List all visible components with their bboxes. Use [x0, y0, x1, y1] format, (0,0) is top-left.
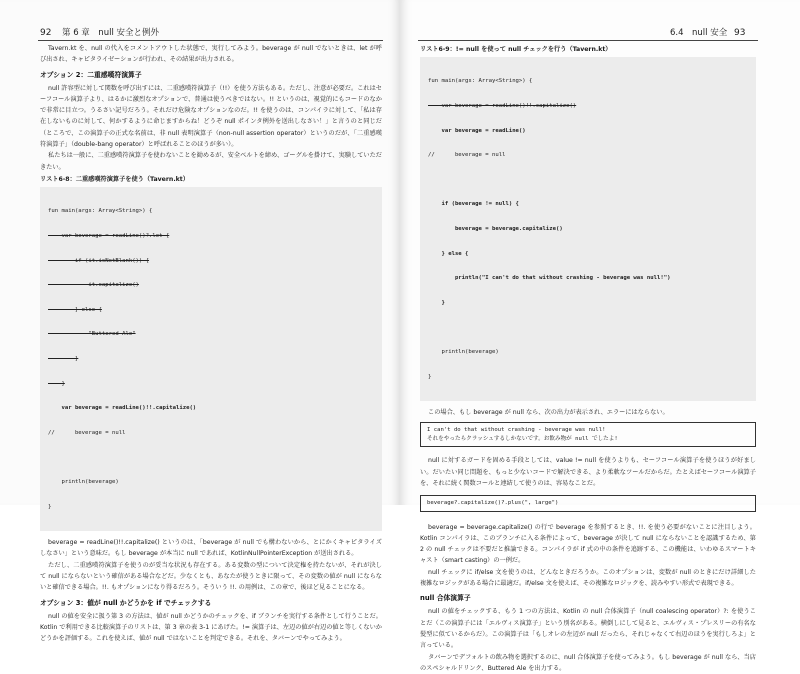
code-listing-6-8	[40, 187, 382, 531]
code-line: fun main(args: Array<String>) {	[48, 207, 376, 215]
inline-code-example: beverage?.capitalize()?.plus(", large")	[420, 495, 756, 511]
right-page	[400, 0, 800, 505]
code-line-added: if (beverage != null) {	[428, 200, 750, 208]
paragraph: null 許容型に対して関数を呼び出すには、二重感嘆符演算子（!!）を使う方法もある。ただし、注意が必要だ。これはセーフコール演算子より、はるかに激烈なオプションで、普通は使うべきではない。!! というのは、視覚的にもコードのなかで非常に目立つ。うるさい記号だろう。それだけ危険なオプションなのだ。!! を使うのは、コンパイラに対して、「私は存在しないものに対して、何かするように命じますからね！どうぞ null ポインタ例外を送出しなさい！」と言うのと同じだ（ところで、この演算子の正式な名前は、非 null 表明演算子（non-null assertion operator）というのだが、「二重感嘆符演算子」（double-bang operator）と呼ばれることのほうが多い）。	[40, 83, 382, 151]
code-line-deleted: }	[48, 380, 376, 388]
paragraph: null の値を安全に扱う第 3 の方法は、値が null かどうかのチェックを、if ブランチを実行する条件として行うことだ。Kotlin で利用できる比較演算子のリストは、第 3 章の表 3-1 にあげた。!= 演算子は、左辺の値が右辺の値と等しくないかどうかを評価する。これを使えば、値が null ではないことを判定できる。それを、タバーンでやってみよう。	[40, 611, 382, 645]
code-line-deleted: if (it.isNotBlank()) {	[48, 257, 376, 265]
code-line: println(beverage)	[48, 478, 376, 486]
code-line: // beverage = null	[48, 429, 376, 437]
code-listing-6-9	[420, 57, 756, 401]
header-rule-left	[38, 40, 383, 41]
code-line-added: var beverage = readLine()!!.capitalize()	[48, 404, 376, 412]
listing-caption: リスト6-8：二重感嘆符演算子を使う（Tavern.kt）	[40, 175, 382, 185]
section-heading: オプション 2：二重感嘆符演算子	[40, 70, 382, 81]
paragraph: ただし、二重感嘆符演算子を使うのが妥当な状況も存在する。ある変数の型について決定権を持たないが、それが決して null にならないという確信がある場合などだ。少なくとも、あなたが使うときに限って、その変数の値が null にならないと確信できる場合。!!. もオプションになり得るだろう。そういう !!. の用例は、この章で、後ほど見ることになる。	[40, 560, 382, 594]
section-heading: オプション 3：値が null かどうかを if でチェックする	[40, 598, 382, 609]
paragraph: 私たちは一般に、二重感嘆符演算子を使わないことを勧めるが、安全ベルトを締め、ゴーグルを掛けて、実験していただきたい。	[40, 150, 382, 173]
code-line-deleted: }	[48, 355, 376, 363]
code-line-deleted: } else {	[48, 306, 376, 314]
page-number-left: 92	[40, 27, 51, 39]
paragraph: null に対するガードを固める手段としては、value != null を使うよりも、セーフコール演算子を使うほうが好ましい。だいたい同じ問題を、もっと少ないコードで解決できる、より柔軟なツールだからだ。たとえばセーフコール演算子を、それに続く関数コールと連結して使うのは、容易なことだ。	[420, 455, 756, 489]
code-line-added: }	[428, 299, 750, 307]
running-header-section: 6.4 null 安全	[670, 27, 727, 39]
left-page	[0, 0, 400, 505]
output-line: I can't do that without crashing - beverage was null!	[427, 426, 749, 434]
paragraph: タバーンでデフォルトの飲み物を選択するのに、null 合体演算子を使ってみよう。もし beverage が null なら、当店のスペシャルドリンク、Buttered Ale を出力する。	[420, 652, 756, 674]
page-number-right: 93	[734, 27, 745, 39]
code-line	[48, 453, 376, 461]
code-line: fun main(args: Array<String>) {	[428, 77, 750, 85]
code-line-added: var beverage = readLine()	[428, 127, 750, 135]
code-line	[428, 323, 750, 331]
paragraph: この場合、もし beverage が null なら、次の出力が表示され、エラーにはならない。	[420, 407, 756, 418]
code-line: }	[428, 373, 750, 381]
listing-caption: リスト6-9：!= null を使って null チェックを行う（Tavern.kt）	[420, 45, 756, 55]
code-line-added: println("I can't do that without crashing - beverage was null!")	[428, 274, 750, 282]
right-body	[420, 43, 756, 674]
code-line-deleted: "Buttered Ale"	[48, 330, 376, 338]
console-output	[420, 422, 756, 447]
code-line-deleted: var beverage = readLine()?.let {	[48, 232, 376, 240]
code-line: // beverage = null	[428, 151, 750, 159]
paragraph: null チェックに if/else 文を使うのは、どんなときだろうか。このオプションは、変数が null のときにだけ詳細した複雑なロジックがある場合に最適だ。if/else 文を使えば、その複雑なロジックを、読みやすい形式で表現できる。	[420, 567, 756, 590]
paragraph: null の値をチェックする、もう 1 つの方法は、Kotlin の null 合体演算子（null coalescing operator）?: を使うことだ（この演算子には「エルヴィス演算子」という別名がある。横倒しにして見ると、エルヴィス・プレスリーの有名な髪型に似ているからだ）。この演算子は「もしオレの左辺が null だったら、それじゃなくて右辺のほうを実行しろよ」と言っている。	[420, 606, 756, 651]
paragraph: Tavern.kt を、null の代入をコメントアウトした状態で、実行してみよう。beverage が null でないときは、let が呼び出され、キャピタライゼーションが行われ、その結果が出力される。	[40, 43, 382, 66]
output-line: それをやったらクラッシュするしかないです。お飲み物が null でしたよ!	[427, 435, 749, 443]
code-line-added: beverage = beverage.capitalize()	[428, 225, 750, 233]
code-line-deleted: it.capitalize()	[48, 281, 376, 289]
running-header-chapter: 第 6 章 null 安全と例外	[62, 27, 159, 39]
code-line: println(beverage)	[428, 348, 750, 356]
header-rule-right	[418, 40, 758, 41]
code-line	[428, 176, 750, 184]
code-line-deleted: var beverage = readLine()!!.capitalize()	[428, 102, 750, 110]
left-body	[40, 43, 382, 644]
code-line-added: } else {	[428, 250, 750, 258]
paragraph: beverage = beverage.capitalize() の行で beverage を参照するとき、!!. を使う必要がないことに注目しよう。Kotlin コンパイラは、このブランチに入る条件によって、beverage が決して null にならないことを認識するため、第 2 の null チェックは不要だと推論できる。コンパイラが if 式の中の条件を追跡する、この機能は、いわゆるスマートキャスト（smart casting）の一例だ。	[420, 522, 756, 567]
section-heading: null 合体演算子	[420, 593, 756, 604]
paragraph: beverage = readLine()!!.capitalize() というのは、「beverage が null でも構わないから、とにかくキャピタライズしなさい」という意味だ。もし beverage が本当に null であれば、KotlinNullPointerException が送出される。	[40, 537, 382, 560]
code-line: }	[48, 503, 376, 511]
